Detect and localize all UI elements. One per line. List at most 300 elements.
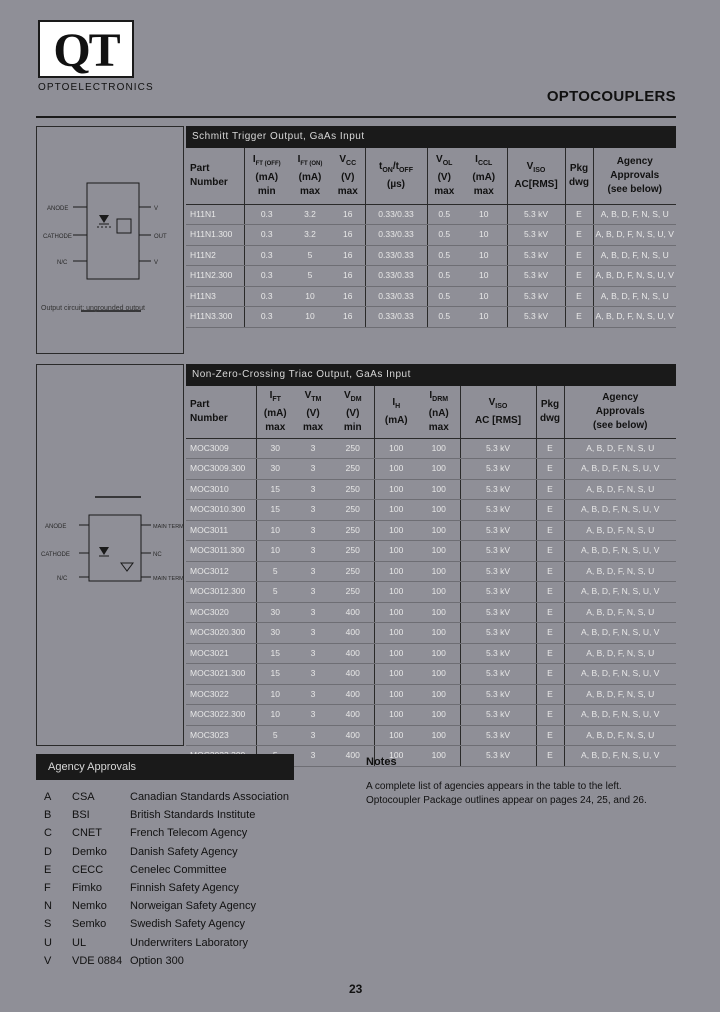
table-cell: A, B, D, F, N, S, U, V <box>564 541 676 562</box>
table-cell: 100 <box>374 520 418 541</box>
table-cell: 100 <box>418 479 460 500</box>
table-cell: 16 <box>331 204 365 225</box>
schmitt-circuit-svg <box>37 127 185 355</box>
table-cell: E <box>536 459 564 480</box>
table-cell: 3 <box>294 582 332 603</box>
table-cell: 100 <box>374 643 418 664</box>
approval-code: D <box>44 845 52 858</box>
pin-label: OUT <box>154 234 167 240</box>
table-cell: 3 <box>294 602 332 623</box>
table-cell: 10 <box>256 705 294 726</box>
agency-approvals-panel <box>36 754 294 970</box>
table-cell: 5.3 kV <box>460 602 536 623</box>
table-cell: A, B, D, F, N, S, U <box>564 520 676 541</box>
table-cell: E <box>536 520 564 541</box>
table-cell: A, B, D, F, N, S, U <box>564 561 676 582</box>
approval-code: V <box>44 954 52 967</box>
table-cell: E <box>565 307 593 328</box>
agency-approvals-list <box>36 788 289 970</box>
table-cell: 0.5 <box>427 307 461 328</box>
table-cell: 10 <box>461 225 507 246</box>
table-cell: 3 <box>294 623 332 644</box>
approval-desc: Finnish Safety Agency <box>130 882 239 895</box>
header-ift-on: $I_{FT (ON)}$ (mA) max <box>289 148 331 204</box>
table-cell: 15 <box>256 479 294 500</box>
table-cell: 0.33/0.33 <box>365 286 427 307</box>
table-cell: 400 <box>332 684 374 705</box>
part-number-cell: H11N3.300 <box>186 307 244 328</box>
approval-item <box>36 897 289 915</box>
pin-label: ANODE <box>47 206 69 212</box>
approval-item <box>36 861 289 879</box>
table-cell: 3.2 <box>289 225 331 246</box>
part-number-cell: MOC3009 <box>186 438 256 459</box>
approval-item <box>36 879 289 897</box>
table-cell: 30 <box>256 623 294 644</box>
part-number-cell: H11N2 <box>186 245 244 266</box>
table-cell: 0.3 <box>244 307 289 328</box>
header-agency: Agency Approvals (see below) <box>593 148 676 204</box>
table-cell: 5.3 kV <box>507 266 565 287</box>
table-cell: A, B, D, F, N, S, U, V <box>564 500 676 521</box>
table-cell: 5.3 kV <box>507 204 565 225</box>
table-cell: 400 <box>332 623 374 644</box>
table-cell: 100 <box>418 582 460 603</box>
part-number-cell: MOC3022.300 <box>186 705 256 726</box>
approval-name: CSA <box>72 791 95 804</box>
table-row <box>186 541 676 562</box>
header-iccl: $I_{CCL}$ (mA) max <box>461 148 507 204</box>
table-cell: A, B, D, F, N, S, U <box>593 286 676 307</box>
approval-desc: Option 300 <box>130 954 184 967</box>
table-cell: 3 <box>294 664 332 685</box>
table-cell: 100 <box>418 561 460 582</box>
header-part: Part Number <box>186 386 256 438</box>
table-cell: 400 <box>332 725 374 746</box>
notes-line: A complete list of agencies appears in the table to the left. <box>366 781 622 792</box>
table-cell: A, B, D, F, N, S, U <box>564 725 676 746</box>
table-cell: 5.3 kV <box>460 684 536 705</box>
schmitt-trigger-table <box>186 148 676 328</box>
approval-name: Demko <box>72 845 107 858</box>
table-cell: 5.3 kV <box>507 225 565 246</box>
approval-item <box>36 843 289 861</box>
pin-label: V <box>154 206 159 212</box>
triac-table-wrap <box>186 364 676 767</box>
table-cell: 5.3 kV <box>460 623 536 644</box>
table-cell: 100 <box>374 664 418 685</box>
approval-name: BSI <box>72 809 90 822</box>
table-cell: A, B, D, F, N, S, U, V <box>593 266 676 287</box>
table-cell: 10 <box>289 286 331 307</box>
table-cell: 16 <box>331 266 365 287</box>
table-cell: 100 <box>418 459 460 480</box>
table-row <box>186 204 676 225</box>
table-row <box>186 520 676 541</box>
approval-desc: Cenelec Committee <box>130 863 227 876</box>
table-cell: A, B, D, F, N, S, U <box>564 643 676 664</box>
approval-item <box>36 915 289 933</box>
notes-title: Notes <box>366 756 397 768</box>
header-pkg: Pkg dwg <box>565 148 593 204</box>
table-cell: 100 <box>374 479 418 500</box>
table-cell: 5 <box>256 561 294 582</box>
approval-desc: Danish Safety Agency <box>130 845 238 858</box>
table-cell: E <box>536 561 564 582</box>
approval-item <box>36 934 289 952</box>
table-cell: 400 <box>332 746 374 767</box>
table-cell: 250 <box>332 500 374 521</box>
table-row <box>186 623 676 644</box>
table-cell: E <box>536 500 564 521</box>
table-cell: 5.3 kV <box>460 705 536 726</box>
table-cell: 30 <box>256 438 294 459</box>
table-cell: 100 <box>374 746 418 767</box>
part-number-cell: MOC3009.300 <box>186 459 256 480</box>
table-cell: 100 <box>374 623 418 644</box>
table-row <box>186 705 676 726</box>
header-vdm: $V_{DM}$ (V) min <box>332 386 374 438</box>
table-cell: 5.3 kV <box>460 746 536 767</box>
table-cell: 100 <box>418 500 460 521</box>
table-cell: A, B, D, F, N, S, U <box>564 684 676 705</box>
table-cell: 0.3 <box>244 266 289 287</box>
table-cell: 5.3 kV <box>460 500 536 521</box>
approval-desc: French Telecom Agency <box>130 827 248 840</box>
table-cell: 10 <box>461 204 507 225</box>
table-cell: 100 <box>374 684 418 705</box>
table-cell: 400 <box>332 705 374 726</box>
header-vol: $V_{OL}$ (V) max <box>427 148 461 204</box>
table-cell: 0.33/0.33 <box>365 204 427 225</box>
table-cell: 0.5 <box>427 245 461 266</box>
table-row <box>186 438 676 459</box>
part-number-cell: MOC3011 <box>186 520 256 541</box>
table-cell: 15 <box>256 643 294 664</box>
table-cell: A, B, D, F, N, S, U <box>564 602 676 623</box>
table-cell: 100 <box>418 684 460 705</box>
table-cell: 100 <box>374 705 418 726</box>
table-cell: E <box>536 541 564 562</box>
table-cell: 0.3 <box>244 286 289 307</box>
schmitt-trigger-table-body <box>186 204 676 327</box>
table-cell: 100 <box>374 459 418 480</box>
table-cell: 5.3 kV <box>460 725 536 746</box>
logo-subtitle: OPTOELECTRONICS <box>38 82 154 93</box>
table-cell: 5.3 kV <box>460 459 536 480</box>
table-cell: A, B, D, F, N, S, U, V <box>564 459 676 480</box>
approval-desc: Swedish Safety Agency <box>130 918 245 931</box>
approval-name: VDE 0884 <box>72 954 123 967</box>
part-number-cell: MOC3010.300 <box>186 500 256 521</box>
table-cell: 15 <box>256 500 294 521</box>
table-cell: 3 <box>294 746 332 767</box>
table-cell: 0.5 <box>427 286 461 307</box>
schmitt-trigger-diagram <box>36 126 184 354</box>
pin-label: NC <box>153 552 162 558</box>
part-number-cell: H11N2.300 <box>186 266 244 287</box>
table-cell: E <box>536 582 564 603</box>
table-cell: 16 <box>331 245 365 266</box>
part-number-cell: MOC3021 <box>186 643 256 664</box>
table-cell: 100 <box>418 541 460 562</box>
table-cell: 100 <box>418 705 460 726</box>
table-cell: 250 <box>332 479 374 500</box>
table-cell: E <box>536 602 564 623</box>
table-row <box>186 643 676 664</box>
table-cell: 3 <box>294 684 332 705</box>
table-cell: 100 <box>418 643 460 664</box>
table-cell: 3 <box>294 643 332 664</box>
table-cell: A, B, D, F, N, S, U, V <box>564 746 676 767</box>
approval-code: B <box>44 809 52 822</box>
table-cell: 3 <box>294 561 332 582</box>
part-number-cell: MOC3012 <box>186 561 256 582</box>
approval-desc: Canadian Standards Association <box>130 791 289 804</box>
header-viso: $V_{ISO}$ AC[RMS] <box>507 148 565 204</box>
table-cell: 10 <box>256 541 294 562</box>
approval-item <box>36 824 289 842</box>
table-row <box>186 245 676 266</box>
approval-item <box>36 806 289 824</box>
approval-name: Semko <box>72 918 107 931</box>
table-cell: 10 <box>461 286 507 307</box>
table-cell: A, B, D, F, N, S, U, V <box>564 705 676 726</box>
table-cell: A, B, D, F, N, S, U <box>564 479 676 500</box>
table-cell: 5.3 kV <box>507 245 565 266</box>
table-cell: 30 <box>256 459 294 480</box>
table-row <box>186 500 676 521</box>
table-row <box>186 602 676 623</box>
table-cell: 16 <box>331 225 365 246</box>
table-cell: 3 <box>294 438 332 459</box>
table-cell: 0.5 <box>427 225 461 246</box>
table-cell: 10 <box>461 266 507 287</box>
table-cell: 0.3 <box>244 245 289 266</box>
table-cell: E <box>565 266 593 287</box>
table-cell: 100 <box>418 725 460 746</box>
table-cell: E <box>536 438 564 459</box>
table-cell: A, B, D, F, N, S, U, V <box>564 623 676 644</box>
table-cell: 400 <box>332 643 374 664</box>
table-cell: 100 <box>374 438 418 459</box>
header-vcc: $V_{CC}$ (V) max <box>331 148 365 204</box>
table-cell: 100 <box>374 582 418 603</box>
table-cell: 3 <box>294 520 332 541</box>
approval-desc: Norweigan Safety Agency <box>130 900 256 913</box>
header-rule <box>36 116 676 118</box>
triac-circuit-svg <box>37 365 185 747</box>
table-cell: 5.3 kV <box>507 286 565 307</box>
notes-panel <box>366 756 686 808</box>
table-cell: 400 <box>332 602 374 623</box>
table-cell: A, B, D, F, N, S, U, V <box>593 225 676 246</box>
triac-table-body <box>186 438 676 766</box>
approval-code: F <box>44 882 51 895</box>
table-cell: 3 <box>294 541 332 562</box>
pin-label: MAIN TERM <box>153 524 184 530</box>
table-cell: 0.3 <box>244 225 289 246</box>
table-cell: 100 <box>418 746 460 767</box>
part-number-cell: MOC3023 <box>186 725 256 746</box>
table-cell: 0.33/0.33 <box>365 307 427 328</box>
table-row <box>186 664 676 685</box>
table-cell: 100 <box>418 520 460 541</box>
pin-label: CATHODE <box>41 552 70 558</box>
table-cell: E <box>565 204 593 225</box>
table-cell: 400 <box>332 664 374 685</box>
table-cell: 10 <box>256 684 294 705</box>
approval-code: C <box>44 827 52 840</box>
table-cell: 250 <box>332 459 374 480</box>
part-number-cell: MOC3021.300 <box>186 664 256 685</box>
approval-desc: Underwriters Laboratory <box>130 936 248 949</box>
table-cell: 3 <box>294 725 332 746</box>
table-cell: 16 <box>331 307 365 328</box>
header-pkg: Pkg dwg <box>536 386 564 438</box>
table-cell: 100 <box>374 561 418 582</box>
table-cell: 0.3 <box>244 204 289 225</box>
pin-label: V <box>154 260 159 266</box>
part-number-cell: MOC3012.300 <box>186 582 256 603</box>
table-row <box>186 684 676 705</box>
table-cell: 5.3 kV <box>460 582 536 603</box>
table-cell: 5 <box>289 245 331 266</box>
table-cell: 5.3 kV <box>460 438 536 459</box>
table-row <box>186 225 676 246</box>
table-cell: 5 <box>289 266 331 287</box>
table-cell: 16 <box>331 286 365 307</box>
approval-item <box>36 952 289 970</box>
table-cell: 100 <box>374 500 418 521</box>
table-cell: E <box>536 664 564 685</box>
part-number-cell: H11N1 <box>186 204 244 225</box>
approval-name: CNET <box>72 827 102 840</box>
page-number: 23 <box>349 982 363 996</box>
company-logo <box>38 20 134 78</box>
table-cell: 100 <box>374 725 418 746</box>
part-number-cell: H11N1.300 <box>186 225 244 246</box>
table-cell: A, B, D, F, N, S, U <box>593 245 676 266</box>
table-cell: E <box>536 684 564 705</box>
header-agency: Agency Approvals (see below) <box>564 386 676 438</box>
header-ton-toff: $t_{ON}/t_{OFF}$ (µs) <box>365 148 427 204</box>
approval-item <box>36 788 289 806</box>
table-cell: 5.3 kV <box>460 643 536 664</box>
pin-label: ANODE <box>45 524 67 530</box>
approval-name: Nemko <box>72 900 107 913</box>
part-number-cell: H11N3 <box>186 286 244 307</box>
table-cell: 5.3 kV <box>460 479 536 500</box>
table-cell: E <box>565 286 593 307</box>
table-cell: 250 <box>332 520 374 541</box>
table-row <box>186 286 676 307</box>
approval-name: UL <box>72 936 87 949</box>
part-number-cell: MOC3011.300 <box>186 541 256 562</box>
table-cell: 5.3 kV <box>460 541 536 562</box>
table-row <box>186 725 676 746</box>
table-cell: E <box>536 479 564 500</box>
section-title: Schmitt Trigger Output, GaAs Input <box>186 126 676 148</box>
table-cell: 10 <box>289 307 331 328</box>
agency-approvals-title: Agency Approvals <box>36 754 294 780</box>
part-number-cell: MOC3020.300 <box>186 623 256 644</box>
table-cell: 100 <box>374 602 418 623</box>
table-cell: 0.33/0.33 <box>365 266 427 287</box>
table-row <box>186 266 676 287</box>
approval-name: Fimko <box>72 882 102 895</box>
table-cell: E <box>565 245 593 266</box>
part-number-cell: MOC3010 <box>186 479 256 500</box>
triac-table <box>186 386 676 767</box>
table-cell: 100 <box>418 623 460 644</box>
triac-diagram <box>36 364 184 746</box>
header-ift: $I_{FT}$ (mA) max <box>256 386 294 438</box>
pin-label: MAIN TERM <box>153 576 184 582</box>
table-cell: E <box>536 705 564 726</box>
table-cell: A, B, D, F, N, S, U <box>593 204 676 225</box>
table-cell: A, B, D, F, N, S, U, V <box>593 307 676 328</box>
table-cell: 3 <box>294 459 332 480</box>
table-cell: A, B, D, F, N, S, U <box>564 438 676 459</box>
approval-name: CECC <box>72 863 104 876</box>
table-cell: A, B, D, F, N, S, U, V <box>564 664 676 685</box>
table-cell: 30 <box>256 602 294 623</box>
approval-code: S <box>44 918 52 931</box>
table-cell: 5 <box>256 582 294 603</box>
table-cell: 100 <box>418 602 460 623</box>
approval-code: A <box>44 791 52 804</box>
pin-label: N/C <box>57 576 68 582</box>
table-cell: 5.3 kV <box>460 664 536 685</box>
notes-line: Optocoupler Package outlines appear on pages 24, 25, and 26. <box>366 795 647 806</box>
table-cell: 3 <box>294 479 332 500</box>
table-cell: A, B, D, F, N, S, U, V <box>564 582 676 603</box>
table-cell: 250 <box>332 582 374 603</box>
table-cell: 250 <box>332 438 374 459</box>
table-cell: E <box>565 225 593 246</box>
part-number-cell: MOC3022 <box>186 684 256 705</box>
table-cell: 5 <box>256 725 294 746</box>
table-row <box>186 307 676 328</box>
table-row <box>186 582 676 603</box>
table-cell: E <box>536 725 564 746</box>
table-cell: 100 <box>418 438 460 459</box>
header-viso: $V_{ISO}$ AC [RMS] <box>460 386 536 438</box>
approval-code: U <box>44 936 52 949</box>
table-cell: 0.33/0.33 <box>365 245 427 266</box>
table-cell: 5.3 kV <box>507 307 565 328</box>
table-cell: 250 <box>332 541 374 562</box>
table-cell: 0.5 <box>427 204 461 225</box>
header-ift-off: $I_{FT (OFF)}$ (mA) min <box>244 148 289 204</box>
logo-letters: QT <box>53 24 119 77</box>
table-cell: 100 <box>374 541 418 562</box>
table-row <box>186 459 676 480</box>
table-cell: 5.3 kV <box>460 561 536 582</box>
table-cell: 0.33/0.33 <box>365 225 427 246</box>
table-cell: 0.5 <box>427 266 461 287</box>
diagram-caption: Output circuit: ungrounded output <box>41 305 145 312</box>
pin-label: CATHODE <box>43 234 72 240</box>
table-row <box>186 561 676 582</box>
table-cell: 5.3 kV <box>460 520 536 541</box>
table-cell: 10 <box>461 307 507 328</box>
part-number-cell: MOC3020 <box>186 602 256 623</box>
table-cell: E <box>536 623 564 644</box>
table-cell: 3 <box>294 705 332 726</box>
table-cell: 10 <box>256 520 294 541</box>
